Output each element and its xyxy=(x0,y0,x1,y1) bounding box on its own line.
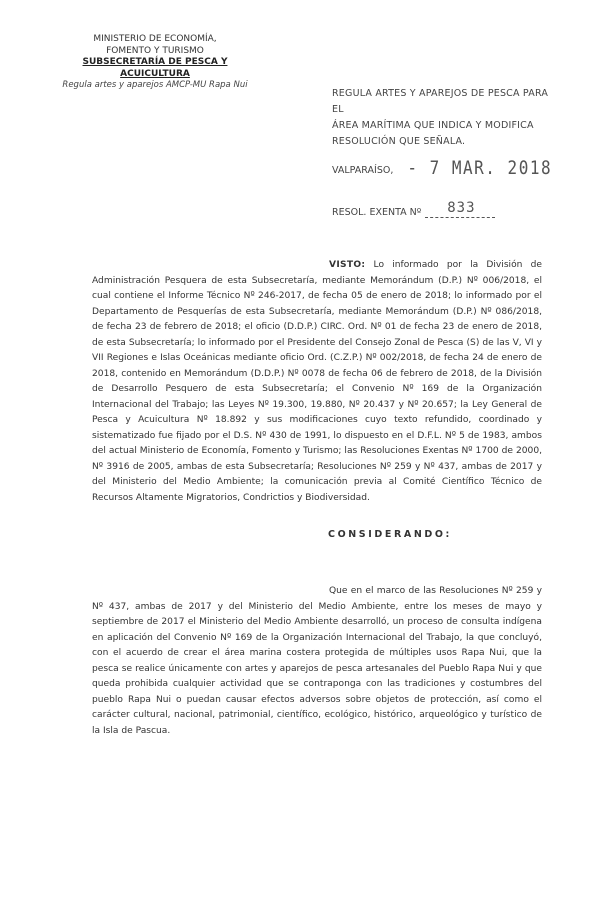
visto-paragraph xyxy=(92,258,542,506)
resolution-number-line xyxy=(332,201,495,218)
resolution-label: RESOL. EXENTA Nº xyxy=(332,207,422,218)
place-name: VALPARAÍSO, xyxy=(332,165,394,176)
considerando-paragraph-1: Que en el marco de las Resoluciones Nº 259 y Nº 437, ambas de 2017 y del Ministerio del Medio Ambiente, entre los meses de mayo y septiembre de 2017 el Ministerio del Medio Ambiente desarrolló, un proceso de consulta indígena en aplicación del Convenio Nº 169 de la Organización Internacional del Trabajo, la que concluyó, con el acuerdo de crear el área marina costera protegida de múltiples usos Rapa Nui, que la pesca se realice únicamente con artes y aparejos de pesca artesanales del Pueblo Rapa Nui y que queda prohibida cualquier actividad que se contraponga con las tradiciones y costumbres del pueblo Rapa Nui o puedan causar efectos adversos sobre objetos de protección, así como el carácter cultural, nacional, patrimonial, científico, ecológico, histórico, arqueológico y turístico de la Isla de Pascua. xyxy=(92,586,542,736)
title-line-2: ÁREA MARÍTIMA QUE INDICA Y MODIFICA xyxy=(332,120,534,131)
title-line-3: RESOLUCIÓN QUE SEÑALA. xyxy=(332,136,466,147)
considerando-heading: CONSIDERANDO: xyxy=(328,529,452,540)
visto-text: Lo informado por la División de Administración Pesquera de esta Subsecretaría, mediante Memorándum (D.P.) Nº 006/2018, el cual contiene el Informe Técnico Nº 246-2017, de fecha 05 de enero de 2018; lo informado por el Departamento de Pesquerías de esta Subsecretaría, mediante Memorándum (D.P.) Nº 086/2018, de fecha 23 de febrero de 2018; el oficio (D.D.P.) CIRC. Ord. Nº 01 de fecha 23 de enero de 2018, de esta Subsecretaría; lo informado por el Presidente del Consejo Zonal de Pesca (S) de las V, VI y VII Regiones e Islas Oceánicas mediante oficio Ord. (C.Z.P.) Nº 002/2018, de fecha 24 de enero de 2018, contenido en Memorándum (D.D.P.) Nº 0078 de fecha 06 de febrero de 2018, de la División de Desarrollo Pesquero de esta Subsecretaría; el Convenio Nº 169 de la Organización Internacional del Trabajo; las Leyes Nº 19.300, 19.880, Nº 20.437 y Nº 20.657; la Ley General de Pesca y Acuicultura Nº 18.892 y sus modificaciones cuyo texto refundido, coordinado y sistematizado fue fijado por el D.S. Nº 430 de 1991, lo dispuesto en el D.F.L. Nº 5 de 1983, ambos del actual Ministerio de Economía, Fomento y Turismo; las Resoluciones Exentas Nº 1700 de 2000, Nº 3916 de 2005, ambas de esta Subsecretaría; Resoluciones Nº 259 y Nº 437, ambas de 2017 y del Ministerio del Medio Ambiente; la comunicación previa al Comité Científico Técnico de Recursos Altamente Migratorios, Condrictios y Biodiversidad. xyxy=(92,260,542,503)
title-line-1: REGULA ARTES Y APAREJOS DE PESCA PARA EL xyxy=(332,88,549,115)
document-reference: Regula artes y aparejos AMCP-MU Rapa Nui xyxy=(62,80,248,90)
resolution-number-blank xyxy=(425,201,495,218)
date-stamp: - 7 MAR. 2018 xyxy=(407,156,553,179)
visto-lead: VISTO: xyxy=(329,260,366,271)
letterhead xyxy=(60,34,250,92)
ministry-line-1: MINISTERIO DE ECONOMÍA, xyxy=(93,34,217,44)
subsecretaria-name: SUBSECRETARÍA DE PESCA Y ACUICULTURA xyxy=(82,57,228,79)
ministry-line-2: FOMENTO Y TURISMO xyxy=(106,45,204,56)
place-and-date xyxy=(332,158,552,177)
resolution-number: 833 xyxy=(447,200,476,216)
resolution-title xyxy=(332,86,557,150)
